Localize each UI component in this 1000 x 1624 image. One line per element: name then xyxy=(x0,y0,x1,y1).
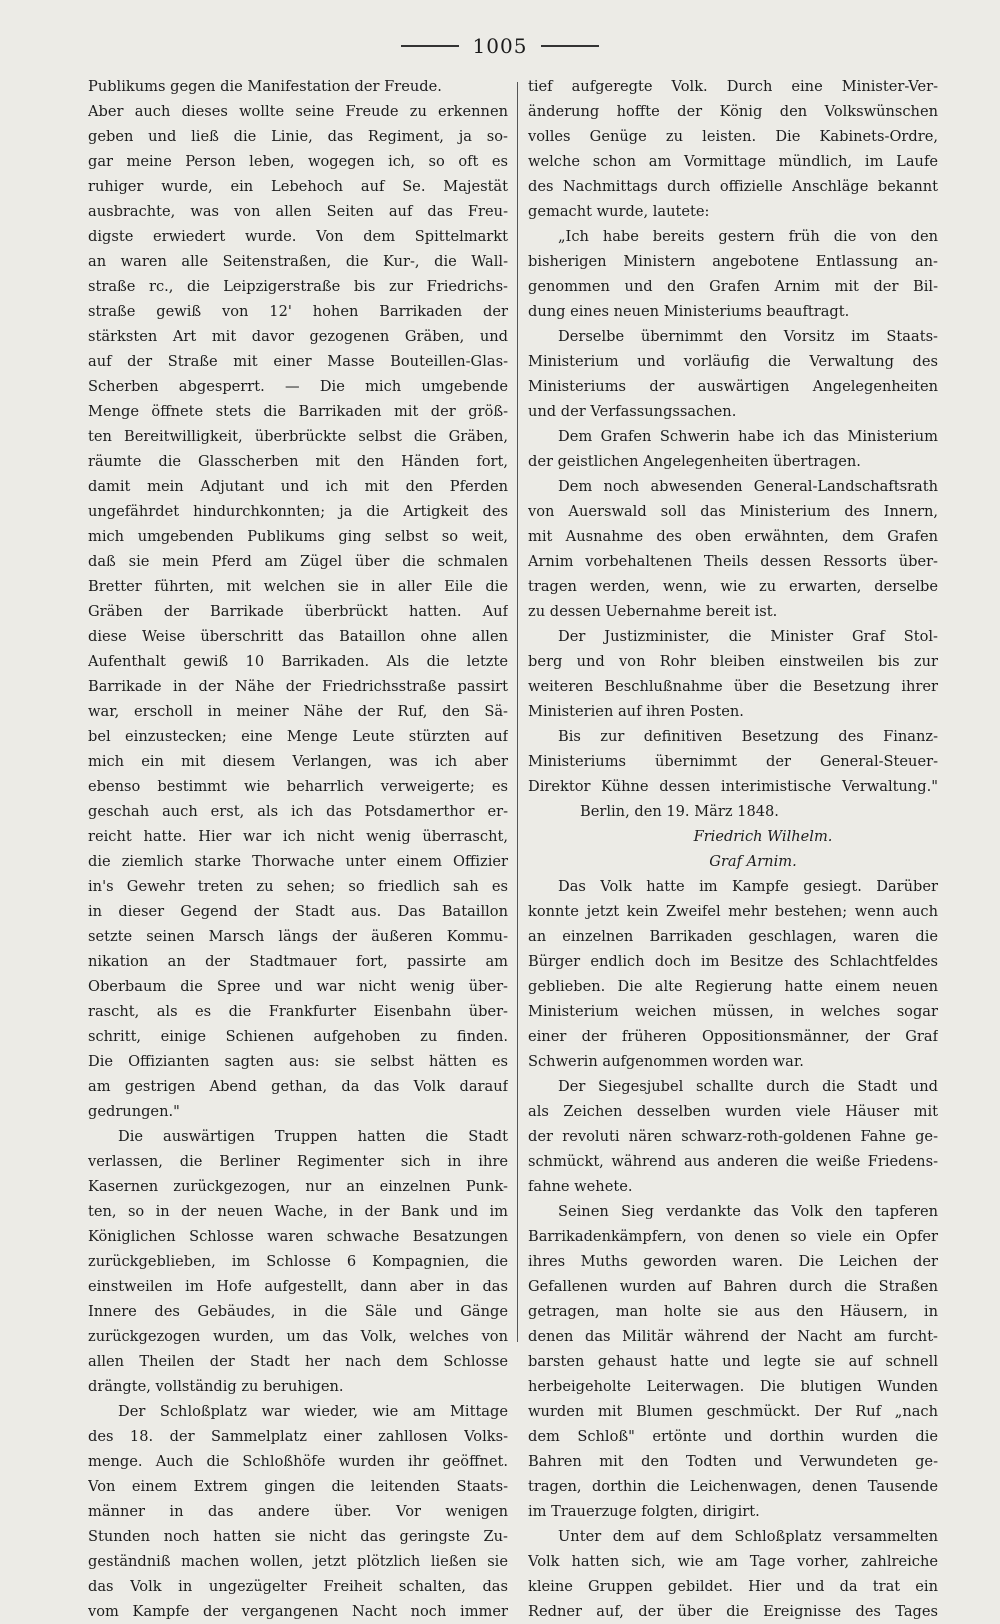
text-line: tragen werden, wenn, wie zu erwarten, derselbe xyxy=(528,578,938,595)
text-line: geständniß machen wollen, jetzt plötzlich ließen sie xyxy=(88,1553,508,1570)
text-line: Graf Arnim. xyxy=(709,853,797,870)
text-line: Das Volk hatte im Kampfe gesiegt. Darüber xyxy=(558,878,938,895)
text-line: war, erscholl in meiner Nähe der Ruf, den Sä- xyxy=(88,703,508,720)
text-line: digste erwiedert wurde. Von dem Spittelmarkt xyxy=(88,228,508,245)
text-line: geben und ließ die Linie, das Regiment, ja so- xyxy=(88,128,508,145)
text-line: Die auswärtigen Truppen hatten die Stadt xyxy=(118,1128,508,1145)
text-line: Redner auf, der über die Ereignisse des Tages xyxy=(528,1603,938,1620)
text-line: ten, so in der neuen Wache, in der Bank und im xyxy=(88,1203,508,1220)
text-line: des Nachmittags durch offizielle Anschläge bekannt xyxy=(528,178,938,195)
text-line: einstweilen im Hofe aufgestellt, dann aber in das xyxy=(88,1278,508,1295)
text-line: zurückgezogen wurden, um das Volk, welches von xyxy=(88,1328,508,1345)
text-line: Scherben abgesperrt. — Die mich umgebende xyxy=(88,378,508,395)
text-line: als Zeichen desselben wurden viele Häuser mit xyxy=(528,1103,938,1120)
text-line: schritt, einige Schienen aufgehoben zu finden. xyxy=(88,1028,508,1045)
text-line: dem Schloß" ertönte und dorthin wurden die xyxy=(528,1428,938,1445)
text-line: herbeigeholte Leiterwagen. Die blutigen Wunden xyxy=(528,1378,938,1395)
text-line: Seinen Sieg verdankte das Volk den tapferen xyxy=(558,1203,938,1220)
page-number: 1005 xyxy=(472,34,528,58)
header-rule-right xyxy=(541,45,599,47)
text-line: gar meine Person leben, wogegen ich, so oft es xyxy=(88,153,508,170)
text-line: daß sie mein Pferd am Zügel über die schmalen xyxy=(88,553,508,570)
text-line: Gräben der Barrikade überbrückt hatten. Auf xyxy=(88,603,508,620)
text-line: ungefährdet hindurchkonnten; ja die Artigkeit des xyxy=(88,503,508,520)
text-line: Dem noch abwesenden General-Landschaftsrath xyxy=(558,478,938,495)
text-line: Schwerin aufgenommen worden war. xyxy=(528,1053,804,1070)
text-line: an waren alle Seitenstraßen, die Kur-, die Wall- xyxy=(88,253,508,270)
text-line: mich umgebenden Publikums ging selbst so weit, xyxy=(88,528,508,545)
text-line: Aufenthalt gewiß 10 Barrikaden. Als die letzte xyxy=(88,653,508,670)
text-line: volles Genüge zu leisten. Die Kabinets-Ordre, xyxy=(528,128,938,145)
text-line: ausbrachte, was von allen Seiten auf das Freu- xyxy=(88,203,508,220)
text-line: konnte jetzt kein Zweifel mehr bestehen; wenn auch xyxy=(528,903,938,920)
text-line: Ministerien auf ihren Posten. xyxy=(528,703,744,720)
text-line: ruhiger wurde, ein Lebehoch auf Se. Majestät xyxy=(88,178,508,195)
text-line: Dem Grafen Schwerin habe ich das Ministerium xyxy=(558,428,938,445)
text-line: die ziemlich starke Thorwache unter einem Offizier xyxy=(88,853,508,870)
text-line: zurückgeblieben, im Schlosse 6 Kompagnien, die xyxy=(88,1253,508,1270)
text-line: geblieben. Die alte Regierung hatte einem neuen xyxy=(528,978,938,995)
column-divider xyxy=(517,82,518,1342)
text-line: menge. Auch die Schloßhöfe wurden ihr geöffnet. xyxy=(88,1453,508,1470)
text-line: diese Weise überschritt das Bataillon ohne allen xyxy=(88,628,508,645)
text-line: dung eines neuen Ministeriums beauftragt. xyxy=(528,303,850,320)
text-line: tief aufgeregte Volk. Durch eine Minister-Ver- xyxy=(528,78,938,95)
text-line: Bis zur definitiven Besetzung des Finanz- xyxy=(558,728,938,745)
text-line: Von einem Extrem gingen die leitenden Staats- xyxy=(88,1478,508,1495)
text-line: der revoluti nären schwarz-roth-goldenen Fahne ge- xyxy=(528,1128,938,1145)
text-line: in's Gewehr treten zu sehen; so friedlich sah es xyxy=(88,878,508,895)
text-line: mich ein mit diesem Verlangen, was ich aber xyxy=(88,753,508,770)
text-line: schmückt, während aus anderen die weiße Friedens- xyxy=(528,1153,938,1170)
text-line: Bürger endlich doch im Besitze des Schlachtfeldes xyxy=(528,953,938,970)
text-line: Arnim vorbehaltenen Theils dessen Ressorts über- xyxy=(528,553,938,570)
text-line: Der Schloßplatz war wieder, wie am Mittage xyxy=(118,1403,508,1420)
header-rule-left xyxy=(401,45,459,47)
text-line: weiteren Beschlußnahme über die Besetzung ihrer xyxy=(528,678,938,695)
text-line: Barrikadenkämpfern, von denen so viele ein Opfer xyxy=(528,1228,938,1245)
text-line: stärksten Art mit davor gezogenen Gräben, und xyxy=(88,328,508,345)
text-line: der geistlichen Angelegenheiten übertragen. xyxy=(528,453,861,470)
text-line: „Ich habe bereits gestern früh die von den xyxy=(558,228,938,245)
text-line: Königlichen Schlosse waren schwache Besatzungen xyxy=(88,1228,508,1245)
text-line: nikation an der Stadtmauer fort, passirte am xyxy=(88,953,508,970)
text-line: barsten gehaust hatte und legte sie auf schnell xyxy=(528,1353,938,1370)
text-line: damit mein Adjutant und ich mit den Pferden xyxy=(88,478,508,495)
text-line: Ministerium weichen müssen, in welches sogar xyxy=(528,1003,938,1020)
text-line: setzte seinen Marsch längs der äußeren Kommu- xyxy=(88,928,508,945)
text-line: rascht, als es die Frankfurter Eisenbahn über- xyxy=(88,1003,508,1020)
text-line: an einzelnen Barrikaden geschlagen, waren die xyxy=(528,928,938,945)
text-line: reicht hatte. Hier war ich nicht wenig überrascht, xyxy=(88,828,508,845)
text-line: Aber auch dieses wollte seine Freude zu erkennen xyxy=(88,103,508,120)
text-line: Ministeriums übernimmt der General-Steuer- xyxy=(528,753,938,770)
text-line: Stunden noch hatten sie nicht das geringste Zu- xyxy=(88,1528,508,1545)
text-line: Oberbaum die Spree und war nicht wenig über- xyxy=(88,978,508,995)
text-line: von Auerswald soll das Ministerium des Innern, xyxy=(528,503,938,520)
text-line: verlassen, die Berliner Regimenter sich in ihre xyxy=(88,1153,508,1170)
text-line: straße gewiß von 12' hohen Barrikaden der xyxy=(88,303,508,320)
text-line: änderung hoffte der König den Volkswünschen xyxy=(528,103,938,120)
text-line: einer der früheren Oppositionsmänner, der Graf xyxy=(528,1028,938,1045)
text-line: ihres Muths geworden waren. Die Leichen der xyxy=(528,1253,938,1270)
text-line: zu dessen Uebernahme bereit ist. xyxy=(528,603,778,620)
right-column xyxy=(528,74,938,1624)
text-line: kleine Gruppen gebildet. Hier und da trat ein xyxy=(528,1578,938,1595)
text-line: tragen, dorthin die Leichenwagen, denen Tausende xyxy=(528,1478,938,1495)
text-line: welche schon am Vormittage mündlich, im Laufe xyxy=(528,153,938,170)
text-line: in dieser Gegend der Stadt aus. Das Bataillon xyxy=(88,903,508,920)
text-line: vom Kampfe der vergangenen Nacht noch immer xyxy=(88,1603,508,1620)
text-line: drängte, vollständig zu beruhigen. xyxy=(88,1378,344,1395)
text-line: fahne wehete. xyxy=(528,1178,633,1195)
text-line: getragen, man holte sie aus den Häusern, in xyxy=(528,1303,938,1320)
text-line: räumte die Glasscherben mit den Händen fort, xyxy=(88,453,508,470)
text-line: Derselbe übernimmt den Vorsitz im Staats- xyxy=(558,328,938,345)
text-line: im Trauerzuge folgten, dirigirt. xyxy=(528,1503,760,1520)
text-line: gemacht wurde, lautete: xyxy=(528,203,710,220)
text-line: am gestrigen Abend gethan, da das Volk darauf xyxy=(88,1078,508,1095)
text-line: Bahren mit den Todten und Verwundeten ge- xyxy=(528,1453,938,1470)
text-line: Friedrich Wilhelm. xyxy=(693,828,833,845)
text-line: Berlin, den 19. März 1848. xyxy=(580,803,779,820)
text-line: ebenso bestimmt wie beharrlich verweigerte; es xyxy=(88,778,508,795)
text-line: Volk hatten sich, wie am Tage vorher, zahlreiche xyxy=(528,1553,938,1570)
text-line: bel einzustecken; eine Menge Leute stürzten auf xyxy=(88,728,508,745)
text-line: denen das Militär während der Nacht am furcht- xyxy=(528,1328,938,1345)
text-line: männer in das andere über. Vor wenigen xyxy=(88,1503,508,1520)
text-line: Publikums gegen die Manifestation der Freude. xyxy=(88,78,442,95)
text-line: Kasernen zurückgezogen, nur an einzelnen Punk- xyxy=(88,1178,508,1195)
text-line: auf der Straße mit einer Masse Bouteillen-Glas- xyxy=(88,353,508,370)
text-line: des 18. der Sammelplatz einer zahllosen Volks- xyxy=(88,1428,508,1445)
text-line: Direktor Kühne dessen interimistische Verwaltung." xyxy=(528,778,938,795)
text-line: ten Bereitwilligkeit, überbrückte selbst die Gräben, xyxy=(88,428,508,445)
text-line: und der Verfassungssachen. xyxy=(528,403,737,420)
text-line: straße rc., die Leipzigerstraße bis zur Friedrichs- xyxy=(88,278,508,295)
text-line: Barrikade in der Nähe der Friedrichsstraße passirt xyxy=(88,678,508,695)
text-line: geschah auch erst, als ich das Potsdamerthor er- xyxy=(88,803,508,820)
text-line: Der Siegesjubel schallte durch die Stadt und xyxy=(558,1078,938,1095)
page-header xyxy=(0,34,1000,58)
text-line: Ministeriums der auswärtigen Angelegenheiten xyxy=(528,378,938,395)
text-line: wurden mit Blumen geschmückt. Der Ruf „nach xyxy=(528,1403,938,1420)
text-line: Ministerium und vorläufig die Verwaltung des xyxy=(528,353,938,370)
text-line: mit Ausnahme des oben erwähnten, dem Grafen xyxy=(528,528,938,545)
left-column xyxy=(88,74,508,1624)
text-line: Innere des Gebäudes, in die Säle und Gänge xyxy=(88,1303,508,1320)
text-line: Menge öffnete stets die Barrikaden mit der größ- xyxy=(88,403,508,420)
text-line: Unter dem auf dem Schloßplatz versammelten xyxy=(558,1528,938,1545)
text-line: gedrungen." xyxy=(88,1103,180,1120)
text-line: bisherigen Ministern angebotene Entlassung an- xyxy=(528,253,938,270)
text-line: genommen und den Grafen Arnim mit der Bil- xyxy=(528,278,938,295)
text-line: das Volk in ungezügelter Freiheit schalten, das xyxy=(88,1578,508,1595)
text-line: berg und von Rohr bleiben einstweilen bis zur xyxy=(528,653,938,670)
text-line: Der Justizminister, die Minister Graf Stol- xyxy=(558,628,938,645)
text-line: Bretter führten, mit welchen sie in aller Eile die xyxy=(88,578,508,595)
text-line: Gefallenen wurden auf Bahren durch die Straßen xyxy=(528,1278,938,1295)
text-line: allen Theilen der Stadt her nach dem Schlosse xyxy=(88,1353,508,1370)
text-line: Die Offizianten sagten aus: sie selbst hätten es xyxy=(88,1053,508,1070)
